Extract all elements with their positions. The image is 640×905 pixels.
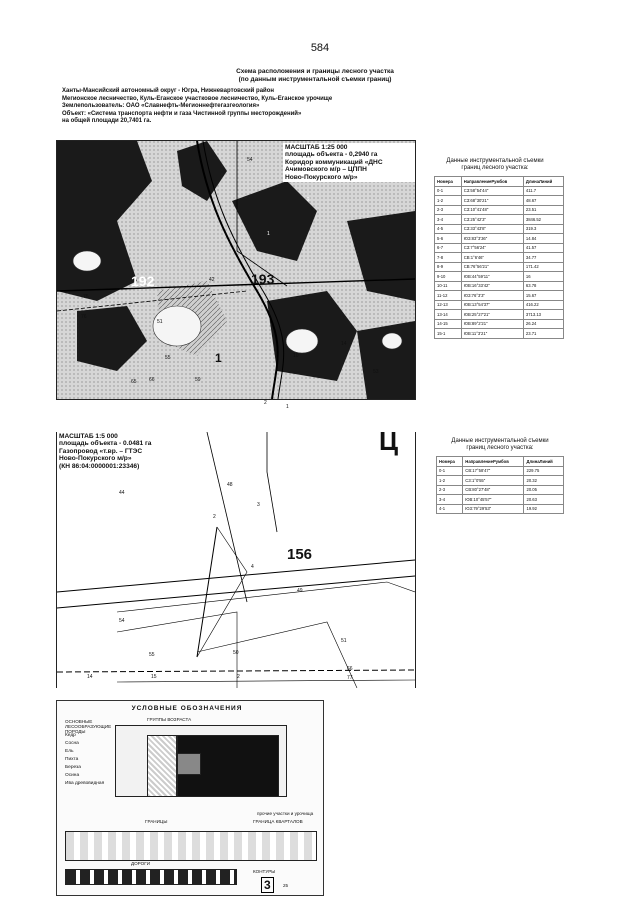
table-1-title-line-1: Данные инструментальной съемки (446, 158, 544, 164)
bearing-cell: ЮВ:11°3'21" (461, 329, 523, 339)
legend-species: Осина (65, 773, 80, 778)
table-row (435, 205, 564, 215)
allotment-number: 10 (293, 353, 299, 359)
segment-number-cell: 6-7 (435, 243, 462, 253)
allotment-number: 65 (131, 379, 137, 385)
legend-note: прочие участки и урочища (257, 811, 314, 816)
legend-roads-header: ДОРОГИ (131, 861, 151, 866)
table-row (435, 272, 564, 282)
legend-age-header: ГРУППЫ ВОЗРАСТА (147, 717, 192, 722)
segment-number-cell: 15-1 (435, 329, 462, 339)
column-header: Номера (435, 177, 462, 187)
allotment-number: 15 (151, 674, 157, 680)
table-1-title (426, 158, 564, 172)
allotment-number: 1 (267, 231, 270, 237)
length-cell: 23.71 (523, 329, 563, 339)
bearing-cell: ЮВ:89°2'21" (461, 319, 523, 329)
table-header-row (437, 457, 564, 467)
allotment-number: 2 (237, 674, 240, 680)
legend-hatch-swatch (147, 735, 177, 797)
coordinates-table-1 (434, 176, 564, 339)
length-cell: 23.51 (523, 205, 563, 215)
point-marker: 1 (215, 351, 222, 365)
title-line-2: (по данным инструментальной съемки границ) (238, 76, 392, 83)
bearing-cell: СЗ:33°43'8" (461, 224, 523, 234)
bearing-cell: ЮЗ:83°3'36" (461, 234, 523, 244)
info-area: на общей площади 20,7401 га. (62, 118, 152, 125)
length-cell: 41.57 (523, 243, 563, 253)
bearing-cell: ЮВ:44°59'11" (461, 272, 523, 282)
allotment-number: 55 (149, 652, 155, 658)
table-row (435, 196, 564, 206)
table-row (435, 253, 564, 263)
legend-species: Пихта (65, 757, 79, 762)
quarter-number-156: 156 (287, 546, 313, 563)
length-cell: 34.77 (523, 253, 563, 263)
bearing-cell: ЮЗ:79°29'53" (463, 504, 524, 514)
segment-number-cell: 1-2 (435, 196, 462, 206)
segment-number-cell: 10-11 (435, 281, 462, 291)
segment-number-cell: 8-9 (435, 262, 462, 272)
legend-species: Сосна (65, 741, 79, 746)
column-header: НаправлениеРумбов (463, 457, 524, 467)
segment-number-cell: 2-3 (435, 205, 462, 215)
point-number: 2 (213, 514, 216, 520)
info-object: Объект: «Система транспорта нефти и газа Чистинной группы месторождений» (62, 110, 302, 117)
bearing-cell: СВ:76°56'21" (461, 262, 523, 272)
allotment-number: 50 (233, 650, 239, 656)
length-cell: 319.3 (523, 224, 563, 234)
legend-quarters-header: ГРАНИЦА КВАРТАЛОВ (253, 819, 303, 824)
length-cell: 15.67 (523, 291, 563, 301)
table-row (435, 281, 564, 291)
table-row (435, 243, 564, 253)
bearing-cell: СЗ:7°56'24" (461, 243, 523, 253)
map-2-object-line-2: Ново-Покурского м/р» (59, 455, 132, 463)
forest-map-1 (56, 140, 416, 400)
length-cell: 229.75 (524, 466, 564, 476)
map-1-object-line-1: Коридор коммуникаций «ДНС (285, 158, 383, 166)
length-cell: 3713.13 (523, 310, 563, 320)
length-cell: 63.78 (523, 281, 563, 291)
legend-species: Ель (65, 749, 74, 754)
legend-sheet-number: 3 (261, 877, 274, 893)
length-cell: 19.92 (524, 504, 564, 514)
map-2-label (57, 432, 191, 471)
segment-number-cell: 9-10 (435, 272, 462, 282)
bearing-cell: ЮВ:25°27'21" (461, 310, 523, 320)
table-row (435, 300, 564, 310)
table-row (435, 186, 564, 196)
table-row (435, 329, 564, 339)
table-2-title-line-1: Данные инструментальной съемки (451, 438, 549, 444)
segment-number-cell: 2-3 (437, 485, 463, 495)
table-row (437, 495, 564, 505)
column-header: Номера (437, 457, 463, 467)
map-legend (56, 700, 324, 896)
segment-number-cell: 14-15 (435, 319, 462, 329)
allotment-number: 54 (119, 618, 125, 624)
length-cell: 171.42 (523, 262, 563, 272)
legend-contour-header: КОНТУРЫ (253, 869, 276, 874)
table-row (437, 504, 564, 514)
table-1-title-line-2: границ лесного участка: (461, 165, 529, 171)
bearing-cell: ЮВ:13°54'37" (461, 300, 523, 310)
title-line-1: Схема расположения и границы лесного участка (236, 68, 394, 75)
segment-number-cell: 0-1 (437, 466, 463, 476)
length-cell: 26.24 (523, 319, 563, 329)
legend-species: Береза (65, 765, 81, 770)
quarter-number-193: 193 (251, 271, 275, 287)
bearing-cell: СЗ:25°42'3" (461, 215, 523, 225)
allotment-number: 66 (149, 377, 155, 383)
info-region: Ханты-Мансийский автономный округ - Югра, Нижневартовский район (62, 88, 275, 94)
allotment-number: 59 (195, 377, 201, 383)
bearing-cell: ЮВ:10°45'57" (463, 495, 524, 505)
info-forestry: Мегионское лесничество, Куль-Еганское участковое лесничество, Куль-Еганское урочище (62, 95, 333, 102)
allotment-number: 75 (83, 294, 89, 300)
object-info (62, 88, 462, 126)
map-2-scale: МАСШТАБ 1:5 000 (59, 433, 118, 440)
table-row (437, 485, 564, 495)
map-1-bottom-mark: 1 (286, 404, 289, 410)
legend-species-header: ОСНОВНЫЕ ЛЕСООБРАЗУЮЩИЕ ПОРОДЫ (65, 719, 112, 734)
table-2-title-line-2: границ лесного участка: (466, 445, 534, 451)
bearing-cell: СВ:17°58'47" (463, 466, 524, 476)
bearing-cell: СЗ:1°0'55" (463, 476, 524, 486)
legend-line-samples (65, 831, 317, 861)
length-cell: 416.22 (523, 300, 563, 310)
segment-number-cell: 13-14 (435, 310, 462, 320)
table-row (435, 310, 564, 320)
allotment-number: 49 (297, 588, 303, 594)
map-2-object-line-1: Газопровод «т.вр. – ГТЭС (59, 447, 143, 455)
segment-number-cell: 11-12 (435, 291, 462, 301)
bearing-cell: ЮЗ:76°3'3" (461, 291, 523, 301)
length-cell: 20.05 (524, 485, 564, 495)
allotment-number: 14 (87, 674, 93, 680)
map-1-scale: МАСШТАБ 1:25 000 (285, 144, 348, 151)
allotment-number: 55 (165, 355, 171, 361)
legend-borders-header: ГРАНИЦЫ (145, 819, 168, 824)
segment-number-cell: 1-2 (437, 476, 463, 486)
allotment-number: 14 (341, 341, 347, 347)
table-row (435, 291, 564, 301)
legend-road-samples (65, 869, 237, 885)
segment-number-cell: 0-1 (435, 186, 462, 196)
length-cell: 20.63 (524, 495, 564, 505)
table-row (435, 234, 564, 244)
page-number: 584 (310, 42, 330, 54)
table-row (435, 224, 564, 234)
allotment-number: 53 (373, 369, 379, 375)
allotment-number: 76 (81, 314, 87, 320)
allotment-number: 3 (257, 502, 260, 508)
allotment-number: 44 (119, 490, 125, 496)
column-header: ДлинаЛиний (524, 457, 564, 467)
legend-species: Кедр (65, 733, 76, 738)
table-row (435, 215, 564, 225)
segment-number-cell: 4-1 (437, 504, 463, 514)
length-cell: 14.84 (523, 234, 563, 244)
allotment-number: 66 (347, 666, 353, 672)
map-2-cadastral-number: (КН 86:04:0000001:23346) (59, 462, 140, 470)
legend-sheet-total: 25 (283, 883, 289, 888)
bearing-cell: ЮВ:16°33'42" (461, 281, 523, 291)
legend-species: Ива древовидная (65, 781, 105, 786)
allotment-number: 2 (307, 197, 310, 203)
allotment-number: 42 (209, 277, 215, 283)
segment-number-cell: 3-4 (435, 215, 462, 225)
segment-number-cell: 7-8 (435, 253, 462, 263)
length-cell: 3846.52 (523, 215, 563, 225)
table-row (435, 319, 564, 329)
table-row (437, 466, 564, 476)
length-cell: 20.32 (524, 476, 564, 486)
quarter-number-192: 192 (131, 273, 155, 289)
coordinates-table-2 (436, 456, 564, 514)
document-title (150, 68, 480, 84)
bearing-cell: СВ:1°6'46" (461, 253, 523, 263)
segment-number-cell: 3-4 (437, 495, 463, 505)
legend-title: УСЛОВНЫЕ ОБОЗНАЧЕНИЯ (131, 705, 243, 712)
table-2-title (430, 438, 570, 452)
allotment-number: 54 (247, 157, 253, 163)
table-row (437, 476, 564, 486)
map-2-corner-letter: Ц (379, 432, 398, 456)
table-row (435, 262, 564, 272)
allotment-number: 48 (227, 482, 233, 488)
length-cell: 16 (523, 272, 563, 282)
bearing-cell: СЗ:68°30'21" (461, 196, 523, 206)
coordinates-table-2-block (430, 438, 570, 514)
length-cell: 411.7 (523, 186, 563, 196)
map-1-bottom-mark: 2 (264, 400, 267, 406)
coordinates-table-1-block (426, 158, 564, 339)
map-1-area: площадь объекта - 0,2940 га (285, 151, 378, 159)
table-header-row (435, 177, 564, 187)
segment-number-cell: 5-6 (435, 234, 462, 244)
column-header: ДлинаЛиний (523, 177, 563, 187)
segment-number-cell: 4-5 (435, 224, 462, 234)
allotment-number: 51 (157, 319, 163, 325)
length-cell: 48.67 (523, 196, 563, 206)
map-1-object-line-3: Ново-Покурского м/р» (285, 173, 358, 181)
allotment-number: 77 (347, 675, 353, 681)
segment-number-cell: 12-13 (435, 300, 462, 310)
map-1-label (283, 143, 415, 182)
map-2-area: площадь объекта - 0.0481 га (59, 440, 152, 448)
legend-gray-swatch (177, 753, 201, 775)
column-header: НаправлениеРумбов (461, 177, 523, 187)
point-number: 4 (251, 564, 254, 570)
allotment-number: 51 (341, 638, 347, 644)
bearing-cell: СЗ:10°41'48" (461, 205, 523, 215)
bearing-cell: СВ:80°27'48" (463, 485, 524, 495)
forest-map-2 (56, 432, 416, 688)
bearing-cell: СЗ:58°54'44" (461, 186, 523, 196)
map-1-object-line-2: Ачимовского м/р – ЦППН (285, 166, 367, 174)
info-land-user: Землепользователь: ОАО «Славнефть-Мегионнефтегазгеология» (62, 103, 260, 110)
